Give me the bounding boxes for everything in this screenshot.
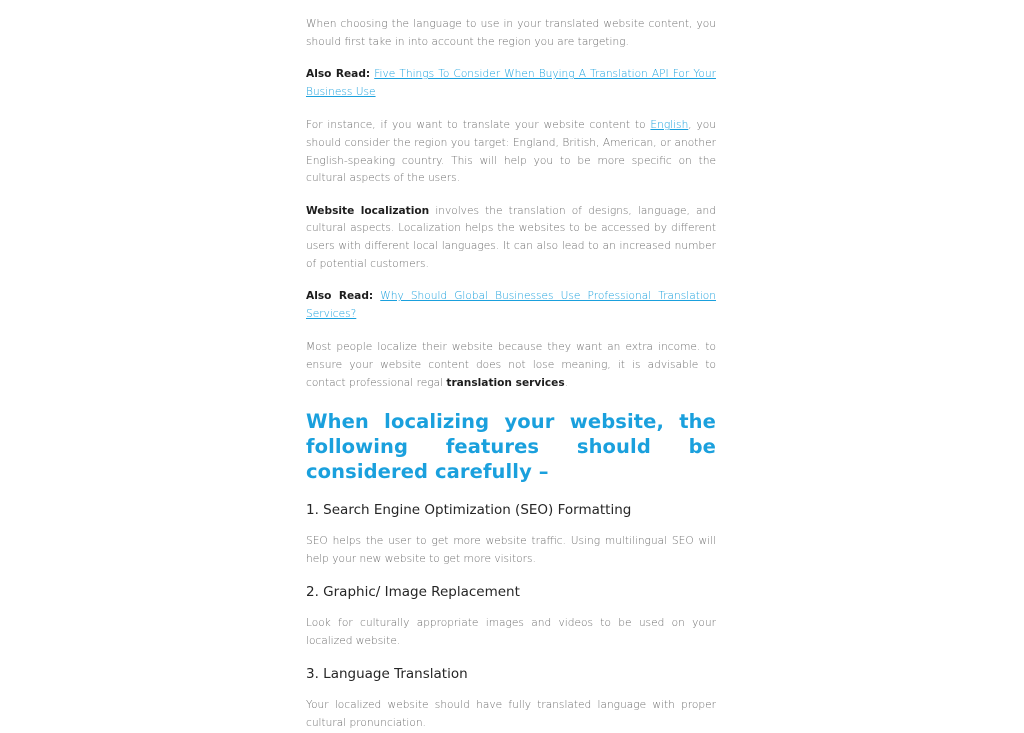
also-read-label: Also Read: xyxy=(306,68,371,81)
english-link[interactable]: English xyxy=(650,119,689,132)
image-replacement-paragraph: Look for culturally appropriate images and videos to be used on your localized website. xyxy=(306,617,716,647)
also-read-1 xyxy=(306,66,716,101)
income-text-after: . xyxy=(564,376,569,389)
also-read-2 xyxy=(306,288,716,323)
income-paragraph xyxy=(306,339,716,392)
section-heading: When localizing your website, the following features should be considered carefully – xyxy=(306,410,716,484)
intro-paragraph: When choosing the language to use in your translated website content, you should first take in into account the region you are targeting. xyxy=(306,18,716,48)
localization-bold-term: Website localization xyxy=(306,204,430,217)
language-translation-paragraph: Your localized website should have fully translated language with proper cultural pronunciation. xyxy=(306,699,716,730)
also-read-link-translation-api[interactable]: Five Things To Consider When Buying A Translation API For Your Business Use xyxy=(306,68,716,98)
localization-paragraph xyxy=(306,203,716,273)
localization-text: involves the translation of designs, language, and cultural aspects. Localization helps the websites to be accessed by different users with different local languages. It can also lead to an increased number of potential customers. xyxy=(306,204,716,270)
instance-paragraph xyxy=(306,117,716,187)
also-read-label: Also Read: xyxy=(306,290,374,303)
seo-subheading: 1. Search Engine Optimization (SEO) Formatting xyxy=(306,502,632,519)
instance-text-before: For instance, if you want to translate your website content to xyxy=(306,119,651,132)
income-text-before: Most people localize their website because they want an extra income. to ensure your website content does not lose meaning, it is advisable to contact professional regal xyxy=(306,341,716,389)
instance-text-after: , you should consider the region you target: England, British, American, or another English-speaking country. This will help you to be more specific on the cultural aspects of the users. xyxy=(306,119,716,185)
language-translation-subheading: 3. Language Translation xyxy=(306,666,468,683)
also-read-link-professional-translation[interactable]: Why Should Global Businesses Use Professional Translation Services? xyxy=(306,290,717,320)
translation-services-bold: translation services xyxy=(446,376,565,389)
image-replacement-subheading: 2. Graphic/ Image Replacement xyxy=(306,584,520,601)
seo-paragraph: SEO helps the user to get more website traffic. Using multilingual SEO will help your new website to get more visitors. xyxy=(306,535,716,565)
article-content xyxy=(306,14,716,733)
